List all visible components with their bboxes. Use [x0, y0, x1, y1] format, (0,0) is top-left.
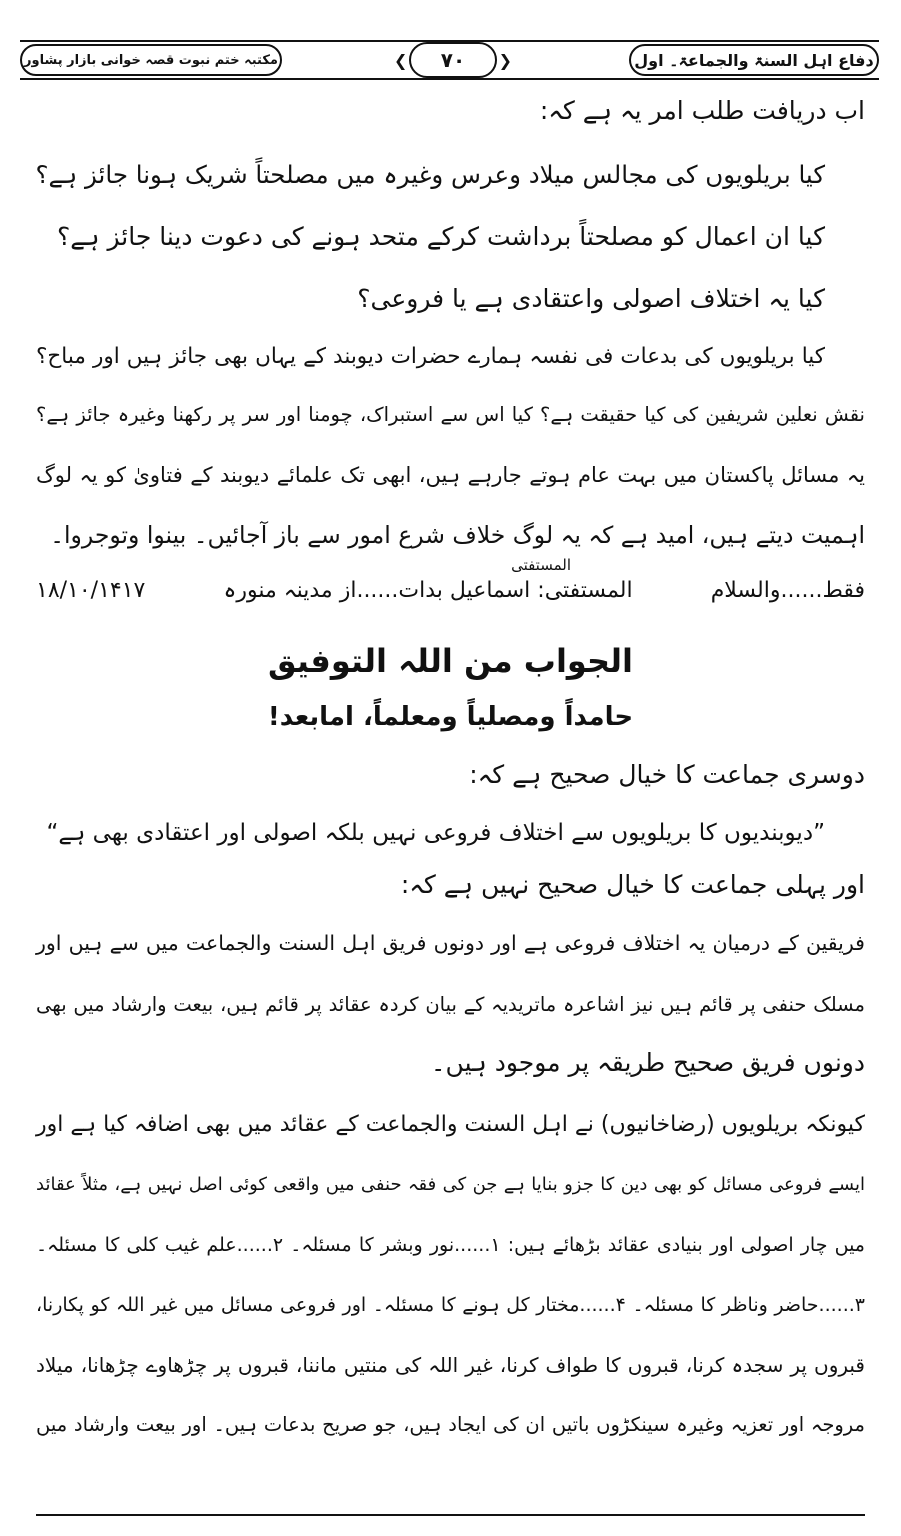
answer-quote: ”دیوبندیوں کا بریلویوں سے اختلاف فروعی نہیں بلکہ اصولی اور اعتقادی بھی ہے“	[46, 820, 825, 846]
question-1: کیا بریلویوں کی مجالس میلاد وعرس وغیرہ میں مصلحتاً شریک ہونا جائز ہے؟	[35, 160, 825, 189]
answer-heading: الجواب من اللہ التوفیق	[267, 642, 634, 680]
paragraph-1-line-1: یہ مسائل پاکستان میں بہت عام ہوتے جارہے ہیں، ابھی تک علمائے دیوبند کے فتاویٰ کو یہ لوگ	[36, 463, 865, 487]
question-3: کیا یہ اختلاف اصولی واعتقادی ہے یا فروعی؟	[357, 284, 825, 313]
footer-rule	[36, 1514, 865, 1516]
sign-date: ۱۸/۱۰/۱۴۱۷	[36, 578, 146, 603]
ornament-right-icon: ❮	[394, 50, 408, 70]
paragraph-3-line-3: میں چار اصولی اور بنیادی عقائد بڑھائے ہیں: ۱......نور وبشر کا مسئلہ۔ ۲......علم غیب کلی کا مسئلہ۔	[36, 1234, 865, 1256]
book-title: دفاع اہل السنۃ والجماعۃ۔ اول	[629, 44, 879, 76]
paragraph-1-line-2: اہمیت دیتے ہیں، امید ہے کہ یہ لوگ خلاف شرع امور سے باز آجائیں۔ بینوا وتوجروا۔	[50, 521, 865, 549]
paragraph-3-line-5: قبروں پر سجدہ کرنا، قبروں کا طواف کرنا، غیر اللہ کی منتیں ماننا، قبروں پر چڑھاوے چڑھانا، میلاد	[36, 1353, 865, 1377]
sign-end: فقط......والسلام	[710, 578, 865, 603]
paragraph-2-line-2: مسلک حنفی پر قائم ہیں نیز اشاعرہ ماتریدیہ کے بیان کردہ عقائد پر قائم ہیں، بیعت وارشاد میں بھی	[36, 993, 865, 1016]
mustafti-label: المستفتی	[511, 556, 571, 574]
page-number-ornament	[392, 40, 514, 80]
signature-line	[36, 578, 865, 603]
paragraph-3-line-4: ۳......حاضر وناظر کا مسئلہ۔ ۴......مختار کل ہونے کا مسئلہ۔ اور فروعی مسائل میں غیر اللہ کو پکارنا،	[36, 1294, 865, 1316]
paragraph-3-line-2: ایسے فروعی مسائل کو بھی دین کا جزو بنایا ہے جن کی فقہ حنفی میں واقعی کوئی اصل نہیں ہے، مثلاً عقائد	[36, 1174, 865, 1195]
question-5: نقش نعلین شریفین کی کیا حقیقت ہے؟ کیا اس سے استبراک، چومنا اور سر پر رکھنا وغیرہ جائز ہے؟	[36, 403, 865, 426]
question-intro: اب دریافت طلب امر یہ ہے کہ:	[539, 96, 865, 125]
question-2: کیا ان اعمال کو مصلحتاً برداشت کرکے متحد ہونے کی دعوت دینا جائز ہے؟	[56, 222, 825, 251]
answer-statement-1: دوسری جماعت کا خیال صحیح ہے کہ:	[469, 760, 865, 789]
answer-statement-2: اور پہلی جماعت کا خیال صحیح نہیں ہے کہ:	[400, 870, 865, 899]
publisher-name: مکتبہ ختم نبوت قصہ خوانی بازار پشاور	[20, 44, 282, 76]
sign-name: المستفتی: اسماعیل بدات......از مدینہ منورہ	[223, 578, 633, 603]
paragraph-3-line-6: مروجہ اور تعزیہ وغیرہ سینکڑوں باتیں ان کی ایجاد ہیں، جو صریح بدعات ہیں۔ اور بیعت وارشاد میں	[36, 1413, 865, 1436]
page-number: ۷۰	[409, 42, 496, 78]
paragraph-2-line-3: دونوں فریق صحیح طریقہ پر موجود ہیں۔	[430, 1048, 865, 1077]
paragraph-3-line-1: کیونکہ بریلویوں (رضاخانیوں) نے اہل السنت والجماعت کے عقائد میں بھی اضافہ کیا ہے اور	[36, 1112, 865, 1137]
question-4: کیا بریلویوں کی بدعات فی نفسہ ہمارے حضرات دیوبند کے یہاں بھی جائز ہیں اور مباح؟	[36, 344, 825, 369]
answer-opening: حامداً ومصلیاً ومعلماً، امابعد!	[267, 702, 634, 732]
ornament-left-icon: ❯	[498, 50, 512, 70]
paragraph-2-line-1: فریقین کے درمیان یہ اختلاف فروعی ہے اور دونوں فریق اہل السنت والجماعت میں سے ہیں اور	[36, 931, 865, 955]
